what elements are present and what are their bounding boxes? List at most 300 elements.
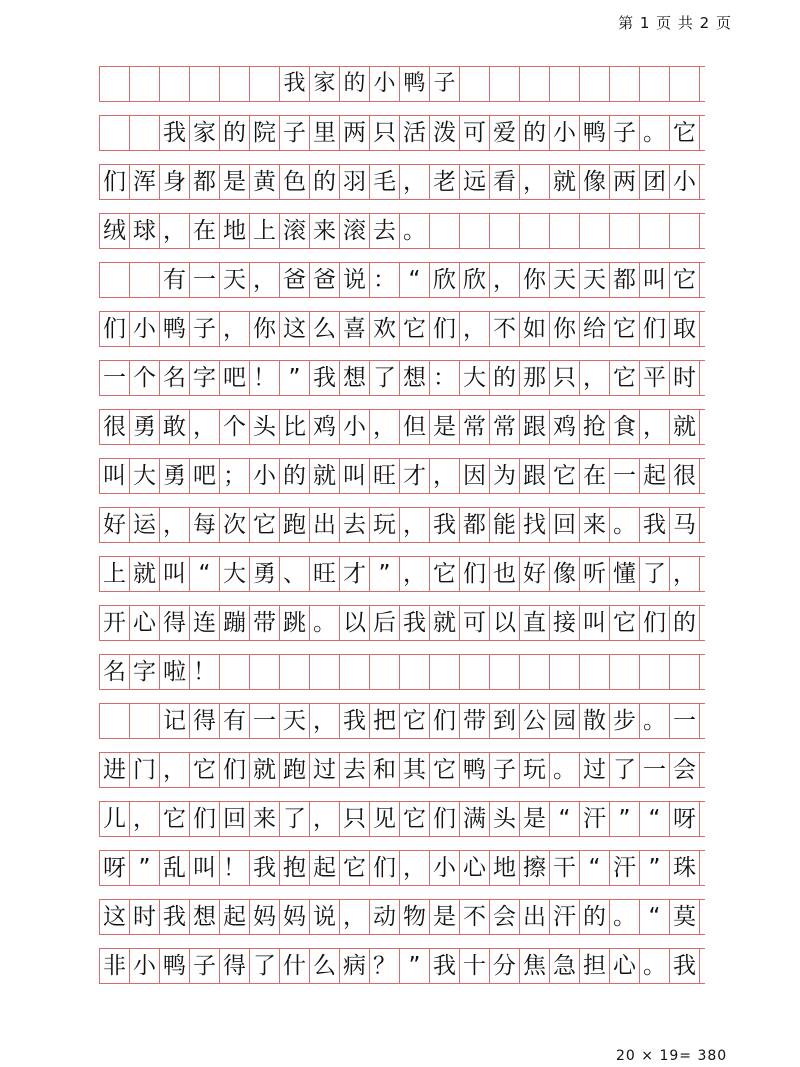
grid-cell: 在 — [580, 459, 610, 493]
grid-cell — [130, 116, 160, 150]
grid-cell: 字 — [130, 655, 160, 689]
grid-cell: ， — [250, 263, 280, 297]
grid-cell — [490, 655, 520, 689]
grid-cell: 它 — [400, 802, 430, 836]
grid-cell — [550, 655, 580, 689]
grid-cell: ” — [640, 851, 670, 885]
grid-cell — [460, 67, 490, 101]
grid-cell: 了 — [640, 557, 670, 591]
grid-cell: 敢 — [160, 410, 190, 444]
grid-cell — [310, 655, 340, 689]
grid-cell: 我 — [670, 949, 700, 983]
text-row — [99, 654, 705, 690]
grid-cell: 只 — [340, 802, 370, 836]
grid-cell: 我 — [280, 67, 310, 101]
text-row — [99, 115, 705, 151]
grid-cell: 擦 — [520, 851, 550, 885]
grid-cell: 但 — [400, 410, 430, 444]
grid-cell: 子 — [430, 67, 460, 101]
grid-cell: 子 — [190, 312, 220, 346]
grid-cell: 名 — [100, 655, 130, 689]
grid-cell: 浑 — [130, 165, 160, 199]
grid-cell — [550, 214, 580, 248]
grid-cell: 它 — [400, 312, 430, 346]
grid-cell: 个 — [130, 361, 160, 395]
grid-cell: 乱 — [160, 851, 190, 885]
grid-cell: 才 — [340, 557, 370, 591]
grid-cell — [130, 704, 160, 738]
text-row — [99, 311, 705, 347]
grid-cell: 们 — [220, 753, 250, 787]
grid-cell: 把 — [370, 704, 400, 738]
grid-cell: ， — [190, 410, 220, 444]
grid-cell: ： — [370, 263, 400, 297]
grid-cell: 妈 — [280, 900, 310, 934]
grid-cell — [670, 655, 700, 689]
grid-cell: 的 — [670, 606, 700, 640]
grid-cell: 一 — [640, 753, 670, 787]
grid-cell: 叫 — [190, 851, 220, 885]
grid-cell: 吧 — [190, 459, 220, 493]
grid-cell: 只 — [550, 361, 580, 395]
grid-cell: 名 — [160, 361, 190, 395]
grid-cell: 们 — [430, 802, 460, 836]
grid-cell: 珠 — [670, 851, 700, 885]
grid-cell: 鸭 — [160, 312, 190, 346]
grid-cell — [460, 214, 490, 248]
grid-cell: 想 — [190, 900, 220, 934]
grid-cell: 能 — [490, 508, 520, 542]
grid-cell — [610, 214, 640, 248]
grid-cell: 它 — [250, 508, 280, 542]
grid-cell: 滚 — [340, 214, 370, 248]
grid-cell — [580, 67, 610, 101]
grid-cell: 大 — [460, 361, 490, 395]
grid-cell: 了 — [370, 361, 400, 395]
grid-cell: 很 — [100, 410, 130, 444]
grid-cell: 们 — [100, 312, 130, 346]
grid-cell: 小 — [430, 851, 460, 885]
grid-cell: 不 — [490, 312, 520, 346]
grid-cell: 出 — [310, 508, 340, 542]
grid-cell: 爱 — [490, 116, 520, 150]
grid-cell: 步 — [610, 704, 640, 738]
grid-cell: 物 — [400, 900, 430, 934]
grid-cell: 时 — [670, 361, 700, 395]
grid-cell: 它 — [430, 557, 460, 591]
grid-cell: 小 — [250, 459, 280, 493]
grid-cell: 子 — [280, 116, 310, 150]
grid-cell: 羽 — [340, 165, 370, 199]
grid-cell: 呀 — [670, 802, 700, 836]
text-row — [99, 262, 705, 298]
grid-cell: 它 — [610, 606, 640, 640]
grid-cell: “ — [550, 802, 580, 836]
grid-cell: 出 — [520, 900, 550, 934]
grid-cell: 起 — [640, 459, 670, 493]
grid-cell — [580, 655, 610, 689]
grid-cell: 它 — [160, 802, 190, 836]
grid-cell: 我 — [160, 116, 190, 150]
grid-cell: 我 — [400, 606, 430, 640]
grid-cell: 一 — [100, 361, 130, 395]
grid-cell: 就 — [130, 557, 160, 591]
grid-cell: ” — [610, 802, 640, 836]
grid-cell: 给 — [580, 312, 610, 346]
grid-cell: 病 — [340, 949, 370, 983]
title-row — [99, 66, 705, 102]
grid-cell: 欢 — [370, 312, 400, 346]
grid-cell: 么 — [310, 949, 340, 983]
grid-cell — [550, 67, 580, 101]
grid-cell: 心 — [610, 949, 640, 983]
grid-cell: 了 — [610, 753, 640, 787]
grid-cell: 叫 — [580, 606, 610, 640]
grid-cell: ， — [400, 165, 430, 199]
grid-cell: 远 — [460, 165, 490, 199]
text-row — [99, 703, 705, 739]
grid-cell — [490, 67, 520, 101]
grid-cell: 常 — [490, 410, 520, 444]
grid-cell: 爸 — [280, 263, 310, 297]
grid-cell: 小 — [130, 312, 160, 346]
grid-cell: 头 — [250, 410, 280, 444]
grid-cell — [640, 655, 670, 689]
text-row — [99, 605, 705, 641]
grid-cell: ， — [160, 508, 190, 542]
grid-cell: 莫 — [670, 900, 700, 934]
grid-cell: 、 — [280, 557, 310, 591]
grid-cell: 欣 — [430, 263, 460, 297]
grid-cell: 两 — [340, 116, 370, 150]
grid-cell: 公 — [520, 704, 550, 738]
grid-cell: 勇 — [160, 459, 190, 493]
grid-cell: 鸭 — [400, 67, 430, 101]
grid-cell: 身 — [160, 165, 190, 199]
grid-cell: 懂 — [610, 557, 640, 591]
grid-cell: ， — [580, 361, 610, 395]
grid-cell: ， — [160, 214, 190, 248]
grid-cell — [400, 655, 430, 689]
grid-cell: 因 — [460, 459, 490, 493]
grid-cell: 以 — [490, 606, 520, 640]
grid-cell: 的 — [490, 361, 520, 395]
grid-cell — [610, 655, 640, 689]
grid-cell: 在 — [190, 214, 220, 248]
grid-cell: 们 — [190, 802, 220, 836]
grid-cell: 说 — [340, 263, 370, 297]
grid-cell: 。 — [640, 116, 670, 150]
grid-cell — [220, 655, 250, 689]
grid-cell: 团 — [640, 165, 670, 199]
grid-cell: “ — [640, 900, 670, 934]
grid-cell: “ — [580, 851, 610, 885]
grid-cell: 里 — [310, 116, 340, 150]
grid-cell: 说 — [310, 900, 340, 934]
grid-cell: 地 — [490, 851, 520, 885]
grid-cell: 才 — [400, 459, 430, 493]
grid-cell — [670, 214, 700, 248]
grid-cell: 蹦 — [220, 606, 250, 640]
grid-cell: 可 — [460, 116, 490, 150]
grid-cell: ” — [280, 361, 310, 395]
grid-cell: 有 — [220, 704, 250, 738]
grid-cell: ， — [400, 508, 430, 542]
grid-cell: ， — [310, 802, 340, 836]
grid-cell: 天 — [280, 704, 310, 738]
grid-cell: 叫 — [100, 459, 130, 493]
grid-cell — [190, 67, 220, 101]
grid-cell: 地 — [220, 214, 250, 248]
grid-cell: 跳 — [280, 606, 310, 640]
grid-cell: 有 — [160, 263, 190, 297]
grid-cell: 其 — [400, 753, 430, 787]
grid-cell: 我 — [250, 851, 280, 885]
grid-cell: 球 — [130, 214, 160, 248]
grid-cell: 汗 — [610, 851, 640, 885]
grid-cell: 它 — [430, 753, 460, 787]
grid-cell: 。 — [400, 214, 430, 248]
grid-cell: 记 — [160, 704, 190, 738]
grid-cell: 就 — [310, 459, 340, 493]
grid-cell: ， — [130, 802, 160, 836]
grid-cell: 我 — [640, 508, 670, 542]
text-row — [99, 801, 705, 837]
grid-cell: 叫 — [640, 263, 670, 297]
grid-cell: 小 — [370, 67, 400, 101]
grid-cell: 儿 — [100, 802, 130, 836]
grid-cell: 来 — [580, 508, 610, 542]
grid-cell — [430, 655, 460, 689]
grid-cell: 旺 — [370, 459, 400, 493]
grid-cell: 是 — [220, 165, 250, 199]
grid-cell: 是 — [430, 900, 460, 934]
grid-cell: 了 — [280, 802, 310, 836]
grid-cell: 勇 — [250, 557, 280, 591]
grid-cell: 头 — [490, 802, 520, 836]
grid-cell: 。 — [610, 508, 640, 542]
grid-cell: 跟 — [520, 410, 550, 444]
grid-cell: 食 — [610, 410, 640, 444]
grid-cell: 我 — [430, 508, 460, 542]
grid-cell: ， — [220, 312, 250, 346]
grid-cell: 担 — [580, 949, 610, 983]
grid-cell: ； — [220, 459, 250, 493]
grid-cell: 小 — [340, 410, 370, 444]
grid-cell — [250, 655, 280, 689]
grid-cell: ， — [370, 410, 400, 444]
grid-cell: 叫 — [160, 557, 190, 591]
grid-cell: 一 — [670, 704, 700, 738]
grid-cell: 什 — [280, 949, 310, 983]
grid-cell: 常 — [460, 410, 490, 444]
grid-cell: 带 — [250, 606, 280, 640]
grid-cell: 时 — [130, 900, 160, 934]
grid-cell: ！ — [220, 851, 250, 885]
text-row — [99, 164, 705, 200]
text-row — [99, 752, 705, 788]
grid-cell: 都 — [190, 165, 220, 199]
grid-cell: 我 — [160, 900, 190, 934]
grid-cell: 大 — [220, 557, 250, 591]
grid-cell — [640, 67, 670, 101]
grid-cell: ？ — [370, 949, 400, 983]
grid-cell: 散 — [580, 704, 610, 738]
grid-cell: 园 — [550, 704, 580, 738]
grid-cell: 了 — [250, 949, 280, 983]
grid-cell: 和 — [370, 753, 400, 787]
grid-cell: 进 — [100, 753, 130, 787]
grid-cell: 家 — [310, 67, 340, 101]
grid-cell: 会 — [670, 753, 700, 787]
grid-cell: 一 — [610, 459, 640, 493]
grid-cell — [280, 655, 310, 689]
grid-cell: ！ — [190, 655, 220, 689]
grid-cell: “ — [400, 263, 430, 297]
grid-cell: 鸡 — [550, 410, 580, 444]
grid-cell: 。 — [640, 704, 670, 738]
grid-cell — [520, 655, 550, 689]
grid-cell: 焦 — [520, 949, 550, 983]
grid-cell: 一 — [190, 263, 220, 297]
grid-cell: 呀 — [100, 851, 130, 885]
grid-cell: 鸭 — [460, 753, 490, 787]
grid-cell: 活 — [400, 116, 430, 150]
grid-cell: 大 — [130, 459, 160, 493]
grid-cell: 色 — [280, 165, 310, 199]
grid-cell: 都 — [610, 263, 640, 297]
grid-cell: 。 — [310, 606, 340, 640]
grid-cell: ” — [130, 851, 160, 885]
grid-cell: 喜 — [340, 312, 370, 346]
grid-cell — [130, 263, 160, 297]
grid-cell — [160, 67, 190, 101]
text-row — [99, 360, 705, 396]
grid-cell: 抢 — [580, 410, 610, 444]
grid-cell: 啦 — [160, 655, 190, 689]
grid-cell — [340, 655, 370, 689]
grid-cell: 心 — [130, 606, 160, 640]
grid-cell: ， — [340, 900, 370, 934]
grid-cell: 得 — [190, 704, 220, 738]
grid-cell: ， — [400, 557, 430, 591]
grid-cell: ： — [430, 361, 460, 395]
grid-cell: ， — [430, 459, 460, 493]
grid-cell: 的 — [220, 116, 250, 150]
grid-cell: 急 — [550, 949, 580, 983]
grid-cell: 带 — [460, 704, 490, 738]
grid-cell: 们 — [640, 606, 670, 640]
grid-cell: ， — [490, 263, 520, 297]
grid-cell: 以 — [340, 606, 370, 640]
grid-cell: 子 — [190, 949, 220, 983]
grid-cell: 取 — [670, 312, 700, 346]
grid-cell: 比 — [280, 410, 310, 444]
grid-cell: “ — [190, 557, 220, 591]
grid-cell: 们 — [460, 557, 490, 591]
text-row — [99, 556, 705, 592]
grid-cell: ， — [670, 557, 700, 591]
grid-cell: 它 — [610, 361, 640, 395]
grid-cell: 它 — [670, 116, 700, 150]
grid-cell: 直 — [520, 606, 550, 640]
grid-cell: 子 — [490, 753, 520, 787]
text-row — [99, 458, 705, 494]
grid-cell: 的 — [580, 900, 610, 934]
text-row — [99, 507, 705, 543]
grid-cell: 动 — [370, 900, 400, 934]
grid-cell: ， — [400, 851, 430, 885]
grid-cell: 的 — [280, 459, 310, 493]
grid-cell: 只 — [370, 116, 400, 150]
grid-cell: 抱 — [280, 851, 310, 885]
grid-cell: 个 — [220, 410, 250, 444]
grid-cell: 们 — [430, 704, 460, 738]
grid-cell: 满 — [460, 802, 490, 836]
grid-cell: 门 — [130, 753, 160, 787]
grid-cell: 它 — [550, 459, 580, 493]
grid-cell: 吧 — [220, 361, 250, 395]
grid-cell: 就 — [670, 410, 700, 444]
grid-cell: 鸡 — [310, 410, 340, 444]
grid-cell: 看 — [490, 165, 520, 199]
grid-cell — [370, 655, 400, 689]
grid-cell: 连 — [190, 606, 220, 640]
grid-cell: 们 — [370, 851, 400, 885]
grid-cell: 汗 — [580, 802, 610, 836]
grid-cell: 可 — [460, 606, 490, 640]
grid-cell: 跑 — [280, 508, 310, 542]
grid-cell: 我 — [340, 704, 370, 738]
grid-cell: 都 — [460, 508, 490, 542]
grid-cell: 叫 — [340, 459, 370, 493]
grid-cell: 去 — [370, 214, 400, 248]
grid-cell: 会 — [490, 900, 520, 934]
grid-cell: 起 — [220, 900, 250, 934]
grid-cell: 的 — [310, 165, 340, 199]
grid-cell: ！ — [250, 361, 280, 395]
grid-cell — [520, 67, 550, 101]
grid-cell: 们 — [640, 312, 670, 346]
grid-cell: 像 — [580, 165, 610, 199]
grid-cell: 非 — [100, 949, 130, 983]
grid-cell: 它 — [190, 753, 220, 787]
grid-cell: 后 — [370, 606, 400, 640]
grid-cell: ， — [460, 312, 490, 346]
grid-cell: ” — [370, 557, 400, 591]
grid-cell: 毛 — [370, 165, 400, 199]
grid-cell: ， — [160, 753, 190, 787]
grid-cell: 的 — [520, 116, 550, 150]
grid-cell: 玩 — [370, 508, 400, 542]
grid-cell: 也 — [490, 557, 520, 591]
grid-cell: 去 — [340, 753, 370, 787]
grid-cell — [130, 67, 160, 101]
grid-cell: 上 — [100, 557, 130, 591]
grid-cell: 每 — [190, 508, 220, 542]
grid-cell: 过 — [310, 753, 340, 787]
grid-cell: 它 — [400, 704, 430, 738]
grid-cell: 泼 — [430, 116, 460, 150]
grid-cell: 是 — [520, 802, 550, 836]
grid-cell: 滚 — [280, 214, 310, 248]
grid-cell: 黄 — [250, 165, 280, 199]
grid-cell: 跑 — [280, 753, 310, 787]
grid-cell: 家 — [190, 116, 220, 150]
grid-cell: 绒 — [100, 214, 130, 248]
grid-cell: 回 — [550, 508, 580, 542]
grid-cell: 。 — [550, 753, 580, 787]
